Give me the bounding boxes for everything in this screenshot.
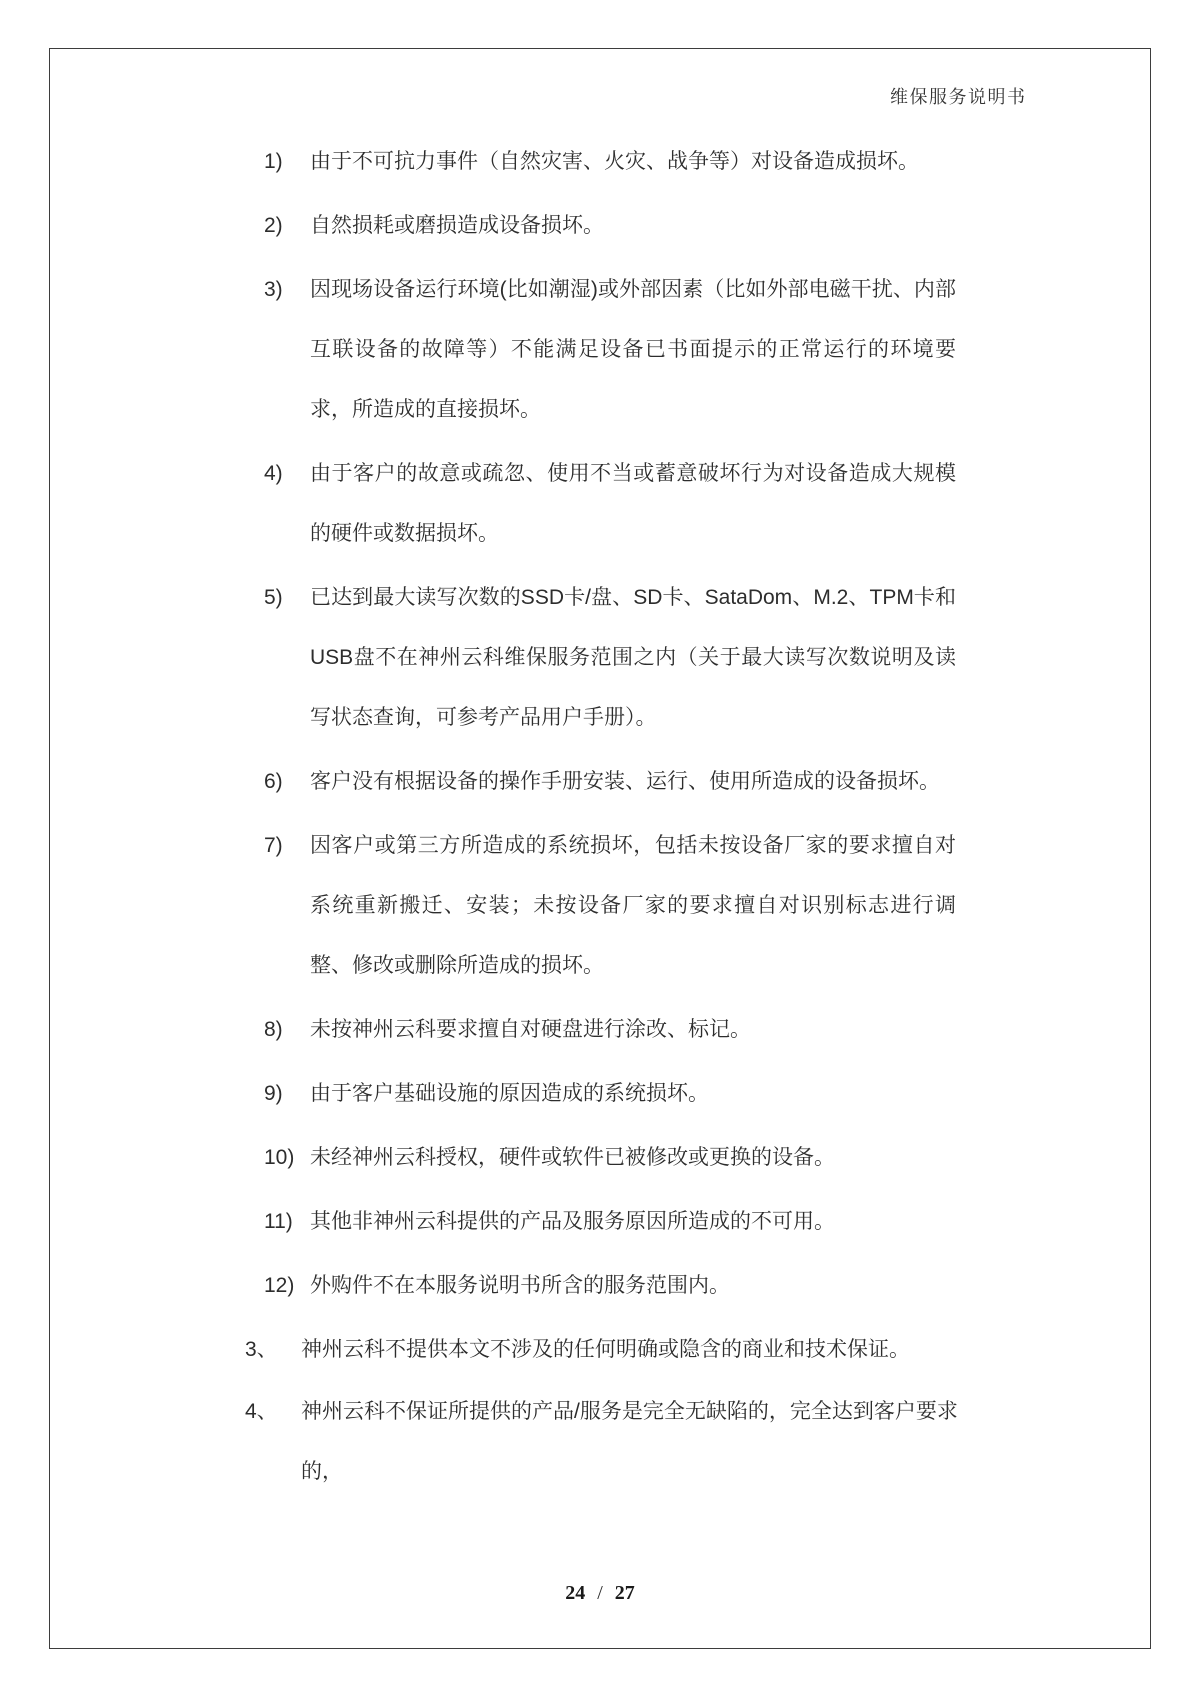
sub-list-item bbox=[264, 444, 985, 564]
sub-list-item bbox=[264, 1192, 985, 1252]
exclusion-sub-list bbox=[245, 132, 985, 1316]
item-text: 已达到最大读写次数的SSD卡/盘、SD卡、SataDom、M.2、TPM卡和USB盘不在神州云科维保服务范围之内（关于最大读写次数说明及读写状态查询，可参考产品用户手册）。 bbox=[310, 586, 956, 729]
sub-list-item bbox=[264, 752, 985, 812]
item-number: 3) bbox=[264, 278, 283, 301]
item-text: 自然损耗或磨损造成设备损坏。 bbox=[310, 214, 604, 237]
page-number-separator: / bbox=[597, 1582, 603, 1604]
item-number: 2) bbox=[264, 214, 283, 237]
item-number: 3、 bbox=[245, 1338, 278, 1361]
item-number: 10) bbox=[264, 1146, 295, 1169]
item-text: 未按神州云科要求擅自对硬盘进行涂改、标记。 bbox=[310, 1018, 751, 1041]
sub-list-item bbox=[264, 132, 985, 192]
content-area bbox=[245, 132, 985, 1504]
item-number: 9) bbox=[264, 1082, 283, 1105]
sub-list-item bbox=[264, 260, 985, 440]
item-number: 11) bbox=[264, 1210, 293, 1233]
item-number: 7) bbox=[264, 834, 283, 857]
main-numbered-list bbox=[245, 1320, 985, 1502]
item-text: 神州云科不提供本文不涉及的任何明确或隐含的商业和技术保证。 bbox=[301, 1338, 910, 1361]
item-text: 其他非神州云科提供的产品及服务原因所造成的不可用。 bbox=[310, 1210, 835, 1233]
sub-list-item bbox=[264, 1128, 985, 1188]
current-page-number: 24 bbox=[565, 1582, 586, 1604]
sub-list-item bbox=[264, 1256, 985, 1316]
sub-list-item bbox=[264, 816, 985, 996]
sub-list-item bbox=[264, 196, 985, 256]
sub-list-item bbox=[264, 1064, 985, 1124]
item-text: 神州云科不保证所提供的产品/服务是完全无缺陷的，完全达到客户要求的， bbox=[301, 1400, 958, 1483]
item-text: 因现场设备运行环境(比如潮湿)或外部因素（比如外部电磁干扰、内部互联设备的故障等）不能满足设备已书面提示的正常运行的环境要求，所造成的直接损坏。 bbox=[310, 278, 956, 421]
item-number: 4、 bbox=[245, 1400, 278, 1423]
item-number: 12) bbox=[264, 1274, 295, 1297]
item-number: 8) bbox=[264, 1018, 283, 1041]
item-number: 6) bbox=[264, 770, 283, 793]
main-list-item bbox=[245, 1320, 985, 1380]
item-text: 由于客户基础设施的原因造成的系统损坏。 bbox=[310, 1082, 709, 1105]
item-number: 4) bbox=[264, 462, 283, 485]
item-text: 客户没有根据设备的操作手册安装、运行、使用所造成的设备损坏。 bbox=[310, 770, 940, 793]
item-text: 因客户或第三方所造成的系统损坏，包括未按设备厂家的要求擅自对系统重新搬迁、安装；未按设备厂家的要求擅自对识别标志进行调整、修改或删除所造成的损坏。 bbox=[310, 834, 956, 977]
item-number: 1) bbox=[264, 150, 283, 173]
sub-list-item bbox=[264, 568, 985, 748]
item-text: 由于客户的故意或疏忽、使用不当或蓄意破坏行为对设备造成大规模的硬件或数据损坏。 bbox=[310, 462, 956, 545]
total-page-count: 27 bbox=[614, 1582, 635, 1604]
item-number: 5) bbox=[264, 586, 283, 609]
item-text: 未经神州云科授权，硬件或软件已被修改或更换的设备。 bbox=[310, 1146, 835, 1169]
item-text: 由于不可抗力事件（自然灾害、火灾、战争等）对设备造成损坏。 bbox=[310, 150, 919, 173]
page-footer bbox=[0, 1582, 1200, 1605]
item-text: 外购件不在本服务说明书所含的服务范围内。 bbox=[310, 1274, 730, 1297]
sub-list-item bbox=[264, 1000, 985, 1060]
main-list-item bbox=[245, 1382, 985, 1502]
header-document-title: 维保服务说明书 bbox=[890, 87, 1027, 107]
